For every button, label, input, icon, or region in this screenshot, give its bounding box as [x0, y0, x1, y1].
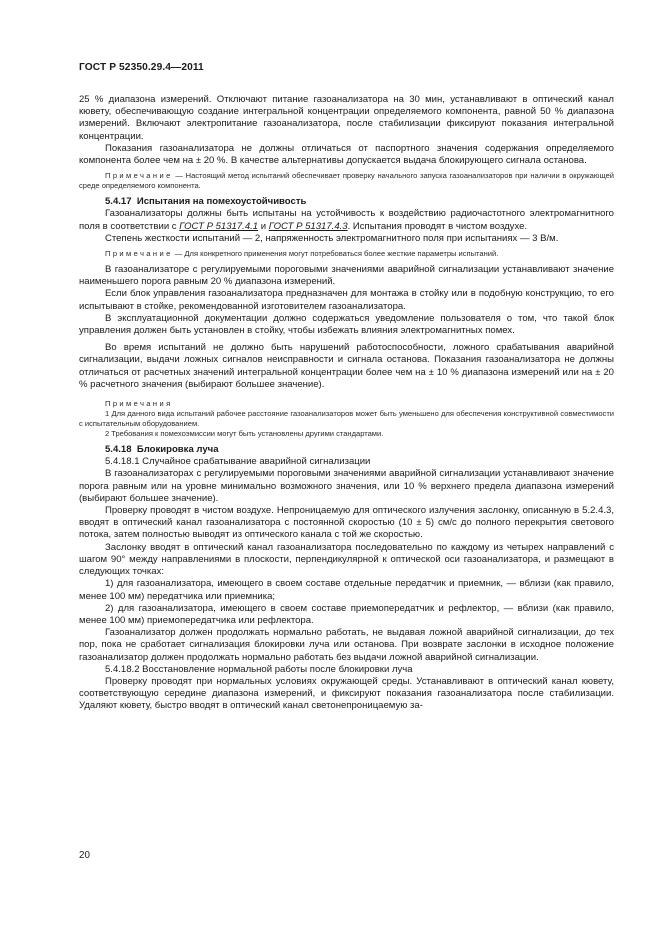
paragraph: В газоанализаторе с регулируемыми пороговыми значениями аварийной сигнализации устанавливают значение наименьшего порога равным 20 % диапазона измерений.	[79, 264, 614, 288]
section-number: 5.4.17	[105, 196, 132, 208]
paragraph	[79, 208, 614, 232]
document-page	[79, 62, 614, 713]
note	[79, 171, 614, 191]
gost-link[interactable]: ГОСТ Р 51317.4.1	[179, 220, 259, 232]
note-label: Примечание	[105, 171, 173, 181]
paragraph: В газоанализаторах с регулируемыми пороговыми значениями аварийной сигнализации устанавливают значение порога равным или на уровне минимально возможного значения, или 10 % верхнего предела диапазона измерений (выбирают большее значение).	[79, 468, 614, 504]
paragraph: Во время испытаний не должно быть нарушений работоспособности, ложного срабатывания аварийной сигнализации, выдачи ложных сигналов неисправности и сигнала останова. Показания газоанализатора не должны отличаться от расчетных значений интегральной концентрации более чем на ± 10 % диапазона измерений или на ± 20 % расчетного значения (выбирают большее значение).	[79, 342, 614, 390]
paragraph: Если блок управления газоанализатора предназначен для монтажа в стойку или в подобную конструкцию, то его испытывают в стойке, рекомендованной изготовителем газоанализатора.	[79, 288, 614, 312]
section-heading	[79, 196, 614, 208]
paragraph: Заслонку вводят в оптический канал газоанализатора последовательно по каждому из четырех направлений с шагом 90° между направлениями в плоскости, перпендикулярной к оптической оси газоанализатора, и размещают в следующих точках:	[79, 541, 614, 578]
paragraph: Показания газоанализатора не должны отличаться от паспортного значения содержания определяемого компонента более чем на ± 20 %. В качестве альтернативы допускается выдача блокирующего сигнала останова.	[79, 142, 614, 167]
paragraph: Газоанализатор должен продолжать нормально работать, не выдавая ложной аварийной сигнализации, до тех пор, пока не сработает сигнализация блокировки луча или останова. При возврате заслонки в исходное положение газоанализатор должен продолжать нормально работать без выдачи ложной аварийной сигнализации.	[79, 627, 614, 663]
note-text: — Настоящий метод испытаний обеспечивает проверку начального запуска газоанализаторов при наличии в окружающей среде определяемого компонента.	[79, 171, 614, 191]
subsection-heading: 5.4.18.1 Случайное срабатывание аварийной сигнализации	[105, 456, 371, 468]
section-heading	[79, 444, 614, 456]
section-title: Блокировка луча	[136, 444, 219, 456]
paragraph: 25 % диапазона измерений. Отключают питание газоанализатора на 30 мин, устанавливают в оптический канал кювету, обеспечивающую создание интегральной концентрации определяемого компонента, равной 50 % диапазона измерений. Включают электропитание газоанализатора, после стабилизации фиксируют показания интегральной концентрации.	[79, 94, 614, 142]
notes-block	[79, 399, 614, 439]
paragraph: Проверку проводят в чистом воздухе. Непроницаемую для оптического излучения заслонку, описанную в 5.2.4.3, вводят в оптический канал газоанализатора с постоянной скоростью (10 ± 5) см/с до полного перекрытия светового потока, затем полностью выводят из оптического канала с той же скоростью.	[79, 505, 614, 541]
document-header: ГОСТ Р 52350.29.4—2011	[79, 62, 204, 73]
gost-link[interactable]: ГОСТ Р 51317.4.3	[268, 220, 348, 232]
notes-label-text: Примечания	[105, 399, 173, 409]
section-title: Испытания на помехоустойчивость	[136, 196, 307, 208]
paragraph: В эксплуатационной документации должно содержаться уведомление пользователя о том, что такой блок управления должен быть установлен в стойку, чтобы избежать влияния электромагнитных помех.	[79, 312, 614, 337]
note	[79, 249, 614, 259]
paragraph: Проверку проводят при нормальных условиях окружающей среды. Устанавливают в оптический канал кювету, соответствующую середине диапазона измерений, и фиксируют показания газоанализатора после стабилизации. Удаляют кювету, быстро вводят в оптический канал светонепроницаемую за-	[79, 675, 614, 712]
text-span: . Испытания проводят в чистом воздухе.	[347, 220, 528, 232]
notes-label	[79, 399, 614, 409]
note-text: — Для конкретного применения могут потребоваться более жесткие параметры испытаний.	[172, 249, 499, 259]
note-item: 1 Для данного вида испытаний рабочее расстояние газоанализаторов может быть уменьшено для обеспечения конструктивной совместимости с испытательным оборудованием.	[79, 409, 614, 429]
note-item: 2 Требования к помехоэмиссии могут быть установлены другими стандартами.	[105, 429, 384, 439]
text-span: Газоанализаторы должны быть испытаны на устойчивость к воздействию радиочастотного электромагнитного поля в соответствии с	[79, 208, 614, 232]
note-label: Примечание	[105, 249, 173, 259]
subsection-heading: 5.4.18.2 Восстановление нормальной работы после блокировки луча	[105, 663, 413, 675]
list-item: 1) для газоанализатора, имеющего в своем составе отдельные передатчик и приемник, — вблизи (как правило, менее 100 мм) передатчика или приемника;	[79, 578, 614, 602]
paragraph: Степень жесткости испытаний — 2, напряженность электромагнитного поля при испытаниях — 3 В/м.	[105, 232, 559, 244]
text-span: и	[258, 220, 269, 232]
page-number: 20	[79, 850, 90, 861]
list-item: 2) для газоанализатора, имеющего в своем составе приемопередатчик и рефлектор, — вблизи (как правило, менее 100 мм) приемопередатчика или рефлектора.	[79, 602, 614, 626]
section-number: 5.4.18	[105, 444, 132, 456]
